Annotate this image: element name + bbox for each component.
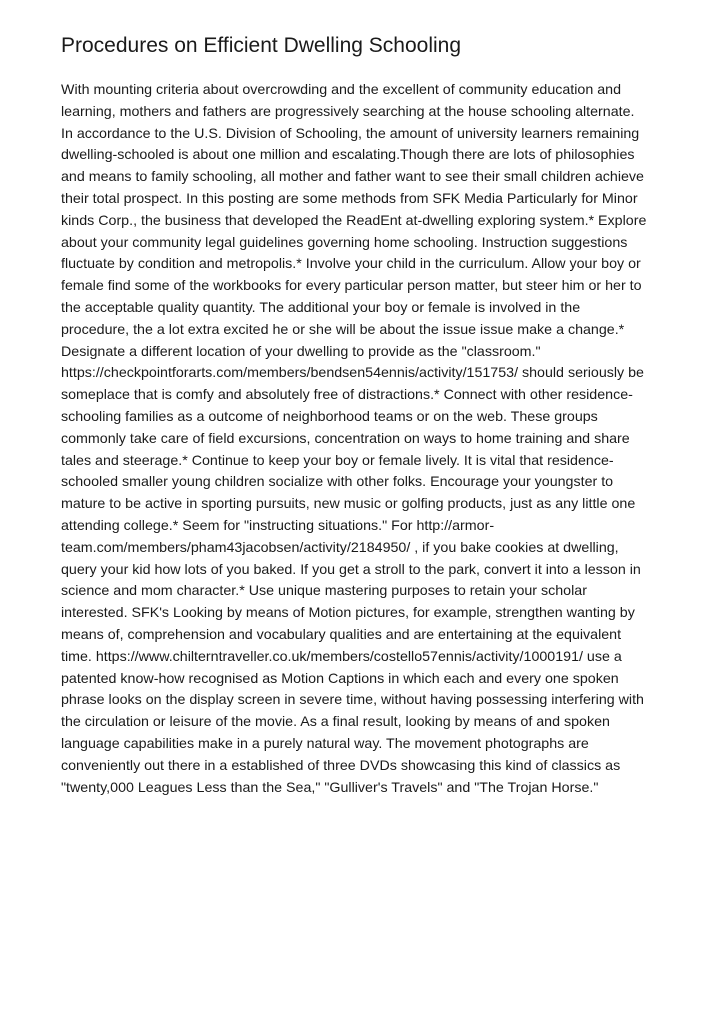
body-text-line: With mounting criteria about overcrowding and the excellent of community education and (61, 82, 622, 98)
body-text-line: query your kid how lots of you baked. If you get a stroll to the park, convert it into a lesson in (61, 561, 641, 578)
body-text-line: tales and steerage.* Continue to keep your boy or female lively. It is vital that residence- (61, 452, 614, 469)
body-text-line: fluctuate by condition and metropolis.* Involve your child in the curriculum. Allow your boy or (61, 256, 641, 273)
body-text-line: https://checkpointforarts.com/members/bendsen54ennis/activity/151753/ should seriously be (61, 365, 644, 382)
body-text-line: In accordance to the U.S. Division of Schooling, the amount of university learners remaining (61, 125, 640, 142)
body-text-line: commonly take care of field excursions, concentration on ways to home training and share (61, 430, 630, 447)
body-text-line: time. https://www.chilterntraveller.co.uk/members/costello57ennis/activity/1000191/ use a (61, 648, 622, 665)
body-text-line: patented know-how recognised as Motion Captions in which each and every one spoken (61, 670, 619, 687)
body-text-line: learning, mothers and fathers are progressively searching at the house schooling alternate. (61, 103, 635, 120)
document-body (61, 80, 665, 799)
body-text-line: the circulation or leisure of the movie. As a final result, looking by means of and spoken (61, 714, 610, 731)
body-text-line: interested. SFK's Looking by means of Motion pictures, for example, strengthen wanting by (61, 605, 635, 622)
body-text-line: schooled smaller young children socialize with other folks. Encourage your youngster to (61, 474, 614, 491)
body-text-line: someplace that is comfy and absolutely free of distractions.* Connect with other residence- (61, 387, 633, 404)
body-text-line: science and mom character.* Use unique mastering purposes to retain your scholar (61, 583, 587, 600)
body-text-line: Designate a different location of your dwelling to provide as the "classroom." (61, 343, 541, 360)
body-text-line: schooling families as a outcome of neighborhood teams or on the web. These groups (61, 408, 598, 425)
body-text-line: means of, comprehension and vocabulary qualities and are entertaining at the equivalent (61, 626, 622, 643)
body-text-line: their total prospect. In this posting are some methods from SFK Media Particularly for Minor (61, 190, 638, 207)
body-text-line: about your community legal guidelines governing home schooling. Instruction suggestions (61, 234, 628, 251)
body-text-line: dwelling-schooled is about one million and escalating.Though there are lots of philosophies (61, 147, 635, 164)
body-text-line: conveniently out there in a established of three DVDs showcasing this kind of classics as (61, 757, 621, 774)
body-text-line: mature to be active in sporting pursuits, new music or golfing products, just as any little one (61, 496, 636, 513)
body-text-line: team.com/members/pham43jacobsen/activity/2184950/ , if you bake cookies at dwelling, (61, 539, 619, 556)
body-text-line: the acceptable quality quantity. The additional your boy or female is involved in the (61, 299, 581, 316)
body-text-line: phrase looks on the display screen in severe time, without having possessing interfering with (61, 692, 644, 709)
body-text-line: attending college.* Seem for "instructing situations." For http://armor- (61, 517, 495, 534)
body-text-line: and means to family schooling, all mother and father want to see their small children achieve (61, 169, 644, 186)
body-text-line: language capabilities make in a purely natural way. The movement photographs are (61, 735, 589, 752)
body-text-line: procedure, the a lot extra excited he or she will be about the issue issue make a change.* (61, 321, 625, 338)
document-title: Procedures on Efficient Dwelling Schooling (61, 34, 462, 57)
body-text-line: kinds Corp., the business that developed the ReadEnt at-dwelling exploring system.* Explore (61, 212, 647, 229)
body-text-line: "twenty,000 Leagues Less than the Sea," "Gulliver's Travels" and "The Trojan Horse." (61, 779, 599, 796)
body-text-line: female find some of the workbooks for every particular person matter, but steer him or her to (61, 278, 642, 295)
